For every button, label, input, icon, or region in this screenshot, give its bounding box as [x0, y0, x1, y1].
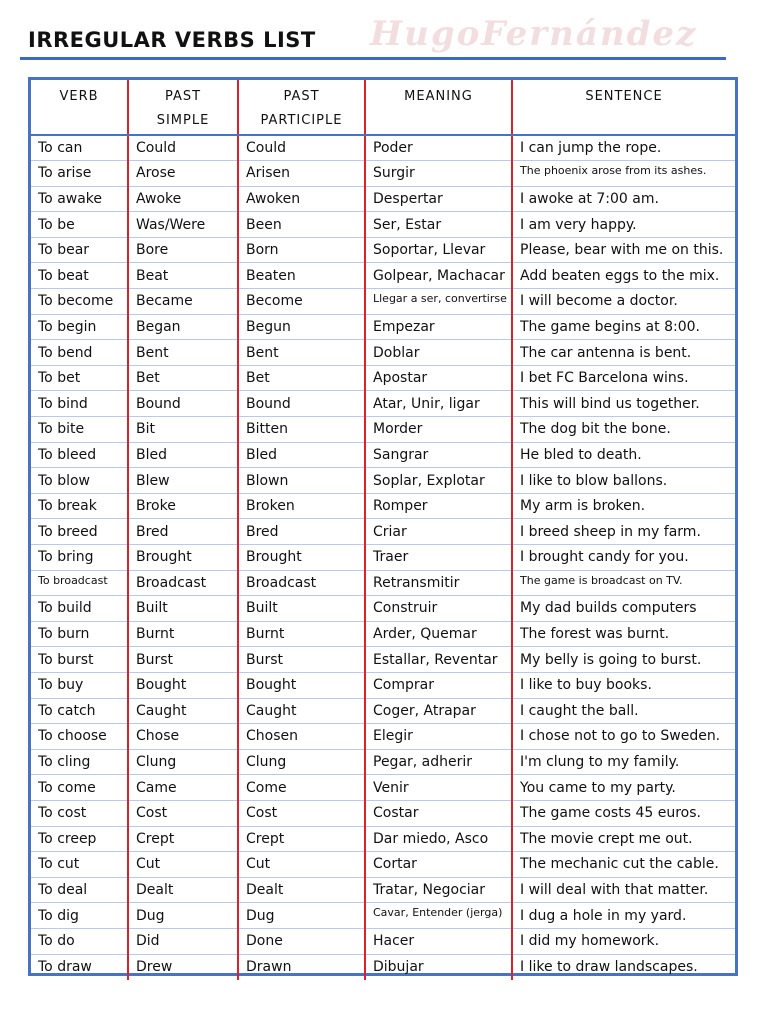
meaning-cell: Apostar	[365, 365, 512, 391]
past-participle-cell: Cost	[238, 800, 365, 826]
meaning-cell: Empezar	[365, 314, 512, 340]
verb-cell: To bleed	[31, 442, 128, 468]
past-participle-cell: Broadcast	[238, 570, 365, 596]
past-participle-cell: Come	[238, 775, 365, 801]
sentence-cell: The movie crept me out.	[512, 826, 735, 852]
past-participle-cell: Brought	[238, 545, 365, 571]
table-row	[31, 903, 735, 929]
verb-cell: To be	[31, 212, 128, 238]
meaning-cell: Llegar a ser, convertirse	[365, 289, 512, 315]
table-row	[31, 672, 735, 698]
meaning-cell: Doblar	[365, 340, 512, 366]
past-participle-cell: Born	[238, 237, 365, 263]
past-participle-cell: Drawn	[238, 954, 365, 980]
meaning-cell: Atar, Unir, ligar	[365, 391, 512, 417]
meaning-cell: Arder, Quemar	[365, 621, 512, 647]
past-simple-cell: Clung	[128, 749, 238, 775]
header-row	[31, 80, 735, 135]
past-participle-cell: Done	[238, 928, 365, 954]
sentence-cell: The game is broadcast on TV.	[512, 570, 735, 596]
verb-cell: To dig	[31, 903, 128, 929]
sentence-cell: I will become a doctor.	[512, 289, 735, 315]
sentence-cell: My belly is going to burst.	[512, 647, 735, 673]
verb-cell: To deal	[31, 877, 128, 903]
past-simple-cell: Became	[128, 289, 238, 315]
past-simple-cell: Came	[128, 775, 238, 801]
meaning-cell: Sangrar	[365, 442, 512, 468]
meaning-cell: Hacer	[365, 928, 512, 954]
past-participle-cell: Arisen	[238, 161, 365, 187]
past-participle-cell: Chosen	[238, 724, 365, 750]
verb-cell: To beat	[31, 263, 128, 289]
sentence-cell: The phoenix arose from its ashes.	[512, 161, 735, 187]
meaning-cell: Romper	[365, 493, 512, 519]
table-body	[31, 135, 735, 980]
meaning-cell: Elegir	[365, 724, 512, 750]
table-row	[31, 800, 735, 826]
verb-cell: To burn	[31, 621, 128, 647]
sentence-cell: The forest was burnt.	[512, 621, 735, 647]
meaning-cell: Soportar, Llevar	[365, 237, 512, 263]
past-simple-cell: Bet	[128, 365, 238, 391]
past-simple-cell: Caught	[128, 698, 238, 724]
sentence-cell: This will bind us together.	[512, 391, 735, 417]
verb-cell: To come	[31, 775, 128, 801]
past-simple-cell: Broke	[128, 493, 238, 519]
verb-cell: To cut	[31, 852, 128, 878]
past-participle-cell: Bled	[238, 442, 365, 468]
meaning-cell: Comprar	[365, 672, 512, 698]
sentence-cell: My arm is broken.	[512, 493, 735, 519]
past-simple-cell: Bit	[128, 417, 238, 443]
meaning-cell: Tratar, Negociar	[365, 877, 512, 903]
sentence-cell: I bet FC Barcelona wins.	[512, 365, 735, 391]
table-row	[31, 186, 735, 212]
table-row	[31, 749, 735, 775]
past-simple-cell: Cost	[128, 800, 238, 826]
header-sentence: SENTENCE	[512, 80, 735, 135]
verbs-table-frame	[28, 77, 738, 976]
sentence-cell: I caught the ball.	[512, 698, 735, 724]
meaning-cell: Construir	[365, 596, 512, 622]
verb-cell: To break	[31, 493, 128, 519]
table-row	[31, 596, 735, 622]
sentence-cell: I like to draw landscapes.	[520, 959, 698, 976]
past-participle-cell: Bitten	[238, 417, 365, 443]
table-row	[31, 621, 735, 647]
meaning-cell: Despertar	[365, 186, 512, 212]
past-simple-cell: Dug	[128, 903, 238, 929]
past-participle-cell: Dealt	[238, 877, 365, 903]
verb-cell: To draw	[31, 954, 128, 980]
past-participle-cell: Been	[238, 212, 365, 238]
sentence-cell: I'm clung to my family.	[512, 749, 735, 775]
past-participle-cell: Begun	[238, 314, 365, 340]
past-simple-cell: Crept	[128, 826, 238, 852]
past-simple-cell: Brought	[128, 545, 238, 571]
sentence-cell: Add beaten eggs to the mix.	[512, 263, 735, 289]
past-participle-cell: Crept	[238, 826, 365, 852]
header-verb: VERB	[31, 80, 128, 135]
meaning-cell: Golpear, Machacar	[365, 263, 512, 289]
table-row	[31, 237, 735, 263]
verb-cell: To cling	[31, 749, 128, 775]
past-simple-cell: Bled	[128, 442, 238, 468]
past-simple-cell: Awoke	[128, 186, 238, 212]
verb-cell: To build	[31, 596, 128, 622]
verb-cell: To creep	[31, 826, 128, 852]
past-participle-cell: Blown	[238, 468, 365, 494]
meaning-cell: Dibujar	[365, 954, 512, 980]
past-participle-cell: Bent	[238, 340, 365, 366]
past-simple-cell: Could	[128, 135, 238, 161]
table-row	[31, 570, 735, 596]
table-row	[31, 545, 735, 571]
table-row	[31, 954, 735, 980]
sentence-cell: I awoke at 7:00 am.	[512, 186, 735, 212]
verb-cell: To blow	[31, 468, 128, 494]
sentence-cell: I am very happy.	[512, 212, 735, 238]
sentence-cell: I like to buy books.	[512, 672, 735, 698]
table-row	[31, 212, 735, 238]
verb-cell: To breed	[31, 519, 128, 545]
header-past-participle: PAST PARTICIPLE	[238, 80, 365, 135]
verb-cell: To bind	[31, 391, 128, 417]
verb-cell: To bite	[31, 417, 128, 443]
table-row	[31, 698, 735, 724]
past-participle-cell: Bet	[238, 365, 365, 391]
table-row	[31, 647, 735, 673]
past-participle-cell: Burst	[238, 647, 365, 673]
meaning-cell: Criar	[365, 519, 512, 545]
table-row	[31, 442, 735, 468]
verb-cell: To broadcast	[31, 570, 128, 596]
verb-cell: To bear	[31, 237, 128, 263]
table-row	[31, 493, 735, 519]
verb-cell: To bring	[31, 545, 128, 571]
meaning-cell: Coger, Atrapar	[365, 698, 512, 724]
past-participle-cell: Bound	[238, 391, 365, 417]
sentence-cell: I can jump the rope.	[512, 135, 735, 161]
verb-cell: To burst	[31, 647, 128, 673]
past-simple-cell: Bore	[128, 237, 238, 263]
past-simple-cell: Dealt	[128, 877, 238, 903]
sentence-cell: You came to my party.	[512, 775, 735, 801]
past-simple-cell: Chose	[128, 724, 238, 750]
past-simple-cell: Cut	[128, 852, 238, 878]
past-simple-cell: Bent	[128, 340, 238, 366]
meaning-cell: Soplar, Explotar	[365, 468, 512, 494]
page-title: IRREGULAR VERBS LIST	[28, 28, 316, 52]
sentence-cell: The mechanic cut the cable.	[512, 852, 735, 878]
past-participle-cell: Clung	[238, 749, 365, 775]
verb-cell: To bet	[31, 365, 128, 391]
table-row	[31, 135, 735, 161]
meaning-cell: Venir	[365, 775, 512, 801]
past-participle-cell: Caught	[238, 698, 365, 724]
past-simple-cell: Bound	[128, 391, 238, 417]
meaning-cell: Dar miedo, Asco	[365, 826, 512, 852]
table-row	[31, 928, 735, 954]
verb-cell: To bend	[31, 340, 128, 366]
past-simple-cell: Drew	[128, 954, 238, 980]
meaning-cell: Retransmitir	[365, 570, 512, 596]
past-participle-cell: Cut	[238, 852, 365, 878]
table-row	[31, 263, 735, 289]
past-simple-cell: Broadcast	[128, 570, 238, 596]
verb-cell: To can	[31, 135, 128, 161]
verb-cell: To awake	[31, 186, 128, 212]
past-simple-cell: Arose	[128, 161, 238, 187]
past-simple-cell: Did	[128, 928, 238, 954]
table-row	[31, 161, 735, 187]
sentence-cell: He bled to death.	[512, 442, 735, 468]
table-row	[31, 417, 735, 443]
sentence-cell: I chose not to go to Sweden.	[512, 724, 735, 750]
table-row	[31, 468, 735, 494]
table-row	[31, 519, 735, 545]
sentence-cell: The game costs 45 euros.	[512, 800, 735, 826]
meaning-cell: Costar	[365, 800, 512, 826]
header-meaning: MEANING	[365, 80, 512, 135]
table-row	[31, 877, 735, 903]
meaning-cell: Surgir	[365, 161, 512, 187]
past-simple-cell: Was/Were	[128, 212, 238, 238]
sentence-cell: I brought candy for you.	[512, 545, 735, 571]
past-simple-cell: Blew	[128, 468, 238, 494]
past-participle-cell: Broken	[238, 493, 365, 519]
verb-cell: To buy	[31, 672, 128, 698]
sentence-cell: I did my homework.	[512, 928, 735, 954]
table-row	[31, 826, 735, 852]
past-simple-cell: Burnt	[128, 621, 238, 647]
sentence-cell: I breed sheep in my farm.	[512, 519, 735, 545]
meaning-cell: Cortar	[365, 852, 512, 878]
past-participle-cell: Dug	[238, 903, 365, 929]
meaning-cell: Cavar, Entender (jerga)	[365, 903, 512, 929]
past-participle-cell: Bred	[238, 519, 365, 545]
table-row	[31, 289, 735, 315]
verb-cell: To arise	[31, 161, 128, 187]
meaning-cell: Estallar, Reventar	[365, 647, 512, 673]
sentence-cell: Please, bear with me on this.	[512, 237, 735, 263]
meaning-cell: Ser, Estar	[365, 212, 512, 238]
sentence-cell: The dog bit the bone.	[512, 417, 735, 443]
meaning-cell: Morder	[365, 417, 512, 443]
past-participle-cell: Built	[238, 596, 365, 622]
table-row	[31, 775, 735, 801]
sentence-cell: I dug a hole in my yard.	[512, 903, 735, 929]
verb-cell: To choose	[31, 724, 128, 750]
header-past-simple: PAST SIMPLE	[128, 80, 238, 135]
past-participle-cell: Could	[238, 135, 365, 161]
table-row	[31, 724, 735, 750]
past-participle-cell: Burnt	[238, 621, 365, 647]
sentence-cell: I like to blow ballons.	[512, 468, 735, 494]
past-simple-cell: Bought	[128, 672, 238, 698]
past-participle-cell: Awoken	[238, 186, 365, 212]
verb-cell: To catch	[31, 698, 128, 724]
table-row	[31, 365, 735, 391]
past-participle-cell: Beaten	[238, 263, 365, 289]
table-row	[31, 391, 735, 417]
past-simple-cell: Began	[128, 314, 238, 340]
past-participle-cell: Bought	[238, 672, 365, 698]
watermark: HugoFernández	[370, 14, 698, 54]
table-row	[31, 314, 735, 340]
sentence-cell: I will deal with that matter.	[512, 877, 735, 903]
meaning-cell: Pegar, adherir	[365, 749, 512, 775]
table-row	[31, 340, 735, 366]
verbs-table	[31, 80, 735, 980]
past-simple-cell: Bred	[128, 519, 238, 545]
verb-cell: To begin	[31, 314, 128, 340]
table-row	[31, 852, 735, 878]
past-simple-cell: Beat	[128, 263, 238, 289]
verb-cell: To cost	[31, 800, 128, 826]
meaning-cell: Poder	[365, 135, 512, 161]
sentence-cell: My dad builds computers	[512, 596, 735, 622]
past-simple-cell: Burst	[128, 647, 238, 673]
meaning-cell: Traer	[365, 545, 512, 571]
sentence-cell: The game begins at 8:00.	[512, 314, 735, 340]
verb-cell: To become	[31, 289, 128, 315]
verb-cell: To do	[31, 928, 128, 954]
sentence-cell: The car antenna is bent.	[512, 340, 735, 366]
past-participle-cell: Become	[238, 289, 365, 315]
past-simple-cell: Built	[128, 596, 238, 622]
title-underline	[20, 57, 726, 60]
